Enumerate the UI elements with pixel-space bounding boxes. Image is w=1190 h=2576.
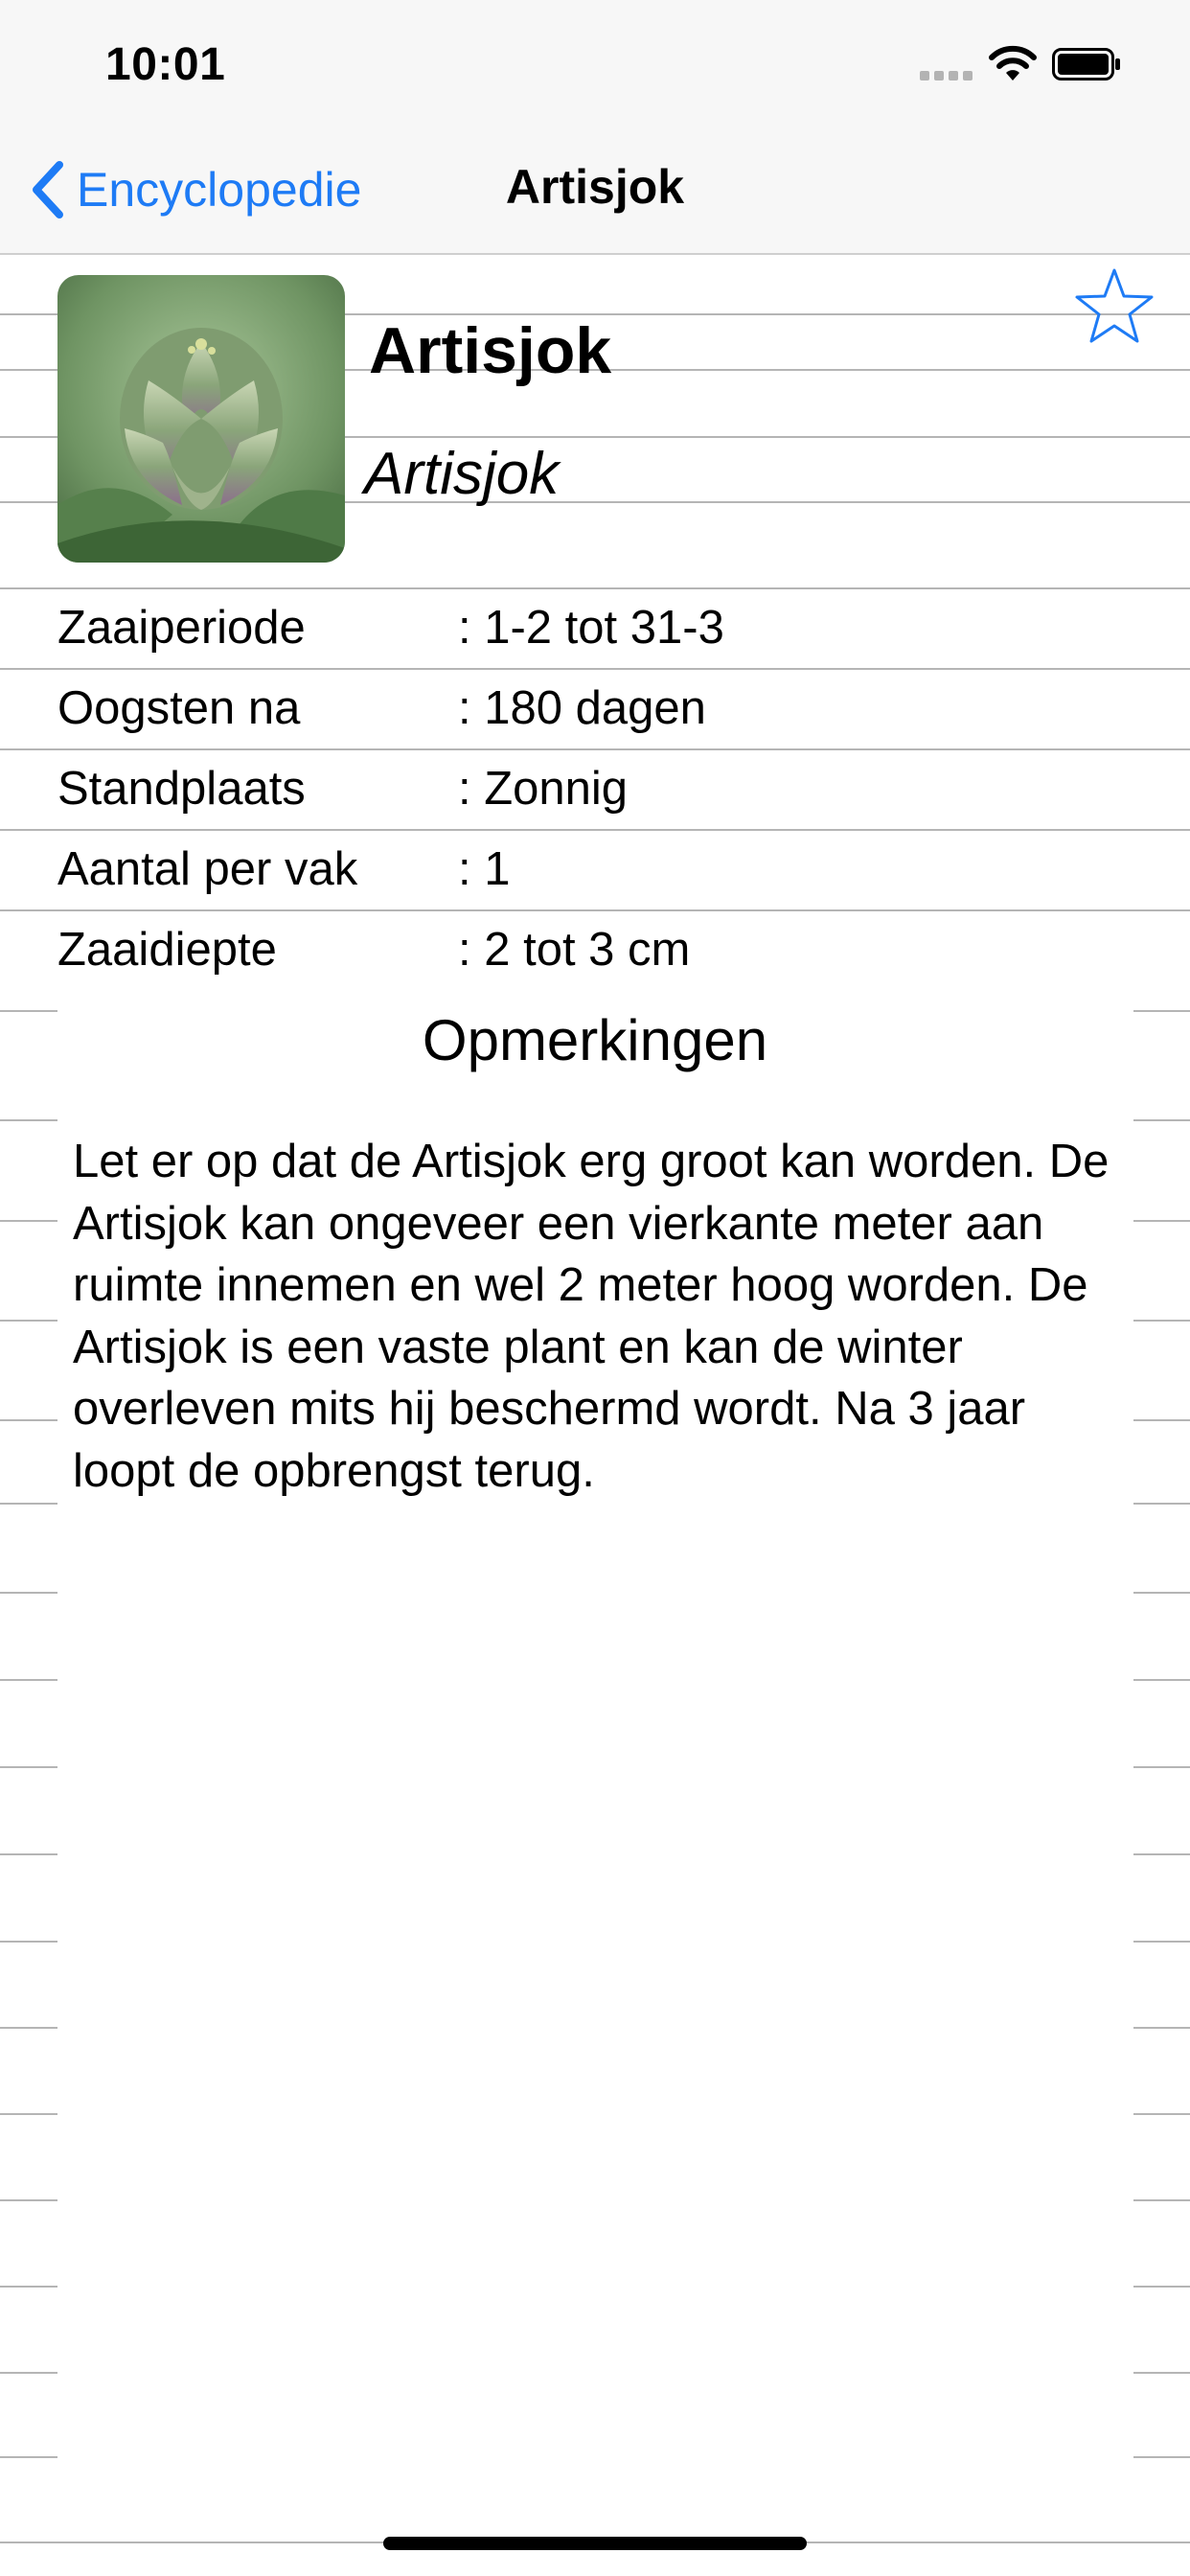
ruled-line	[0, 1320, 57, 1322]
plant-name: Artisjok	[369, 314, 612, 387]
ruled-line	[1133, 1592, 1190, 1594]
ruled-line	[1133, 2199, 1190, 2201]
ruled-line	[1133, 1503, 1190, 1505]
wifi-icon	[987, 44, 1039, 82]
status-time: 10:01	[105, 39, 226, 90]
info-value: : 1-2 tot 31-3	[458, 602, 724, 654]
battery-icon	[1052, 48, 1121, 80]
back-button-label: Encyclopedie	[77, 163, 362, 217]
ruled-line	[0, 2372, 57, 2374]
ruled-line	[0, 2027, 57, 2029]
ruled-line	[1133, 1941, 1190, 1943]
info-label: Standplaats	[57, 763, 306, 815]
back-button[interactable]	[29, 153, 361, 226]
info-value: : Zonnig	[458, 763, 629, 815]
plant-latin-name: Artisjok	[364, 441, 560, 507]
ruled-line	[1133, 2372, 1190, 2374]
ruled-line	[1133, 2027, 1190, 2029]
info-row-aantal-per-vak	[0, 829, 1190, 909]
page-title: Artisjok	[505, 160, 685, 214]
ruled-line	[1133, 2456, 1190, 2458]
ruled-line	[0, 2199, 57, 2201]
info-label: Zaaiperiode	[57, 602, 306, 654]
ruled-line	[0, 2113, 57, 2115]
remarks-title: Opmerkingen	[422, 1008, 768, 1072]
info-value: : 2 tot 3 cm	[458, 924, 691, 976]
ruled-line	[1133, 2113, 1190, 2115]
info-row-zaaiperiode	[0, 587, 1190, 668]
ruled-line	[0, 1119, 57, 1121]
ruled-line	[1133, 1853, 1190, 1855]
info-label: Aantal per vak	[57, 843, 358, 895]
ruled-line	[1133, 1119, 1190, 1121]
ruled-line	[1133, 1766, 1190, 1768]
ruled-line	[1133, 1419, 1190, 1421]
ruled-line	[0, 1853, 57, 1855]
ruled-line	[0, 1592, 57, 1594]
navigation-bar	[0, 0, 1190, 255]
info-value: : 180 dagen	[458, 682, 706, 734]
info-row-zaaidiepte	[0, 909, 1190, 990]
cellular-signal-icon	[920, 71, 973, 80]
ruled-line	[0, 1941, 57, 1943]
home-indicator[interactable]	[383, 2537, 807, 2550]
ruled-line	[1133, 1320, 1190, 1322]
ruled-line	[1133, 1679, 1190, 1681]
info-row-oogsten-na	[0, 668, 1190, 748]
ruled-line	[0, 1766, 57, 1768]
ruled-line	[0, 1419, 57, 1421]
artichoke-image	[57, 275, 345, 563]
ruled-line	[1133, 2286, 1190, 2288]
star-outline-icon[interactable]	[1073, 264, 1156, 347]
ruled-line	[0, 1679, 57, 1681]
ruled-line	[0, 2456, 57, 2458]
info-label: Oogsten na	[57, 682, 301, 734]
ruled-line	[0, 1503, 57, 1505]
info-value: : 1	[458, 843, 511, 895]
info-row-standplaats	[0, 748, 1190, 829]
chevron-left-icon	[29, 159, 67, 220]
ruled-line	[0, 1220, 57, 1222]
info-label: Zaaidiepte	[57, 924, 277, 976]
ruled-line	[0, 2286, 57, 2288]
ruled-line	[1133, 1220, 1190, 1222]
remarks-text: Let er op dat de Artisjok erg groot kan worden. De Artisjok kan ongeveer een vierkante meter aan ruimte innemen en wel 2 meter hoog worden. De Artisjok is een vaste plant en kan de winter overleven mits hij beschermd wordt. Na 3 jaar loopt de opbrengst terug.	[73, 1136, 1110, 1497]
